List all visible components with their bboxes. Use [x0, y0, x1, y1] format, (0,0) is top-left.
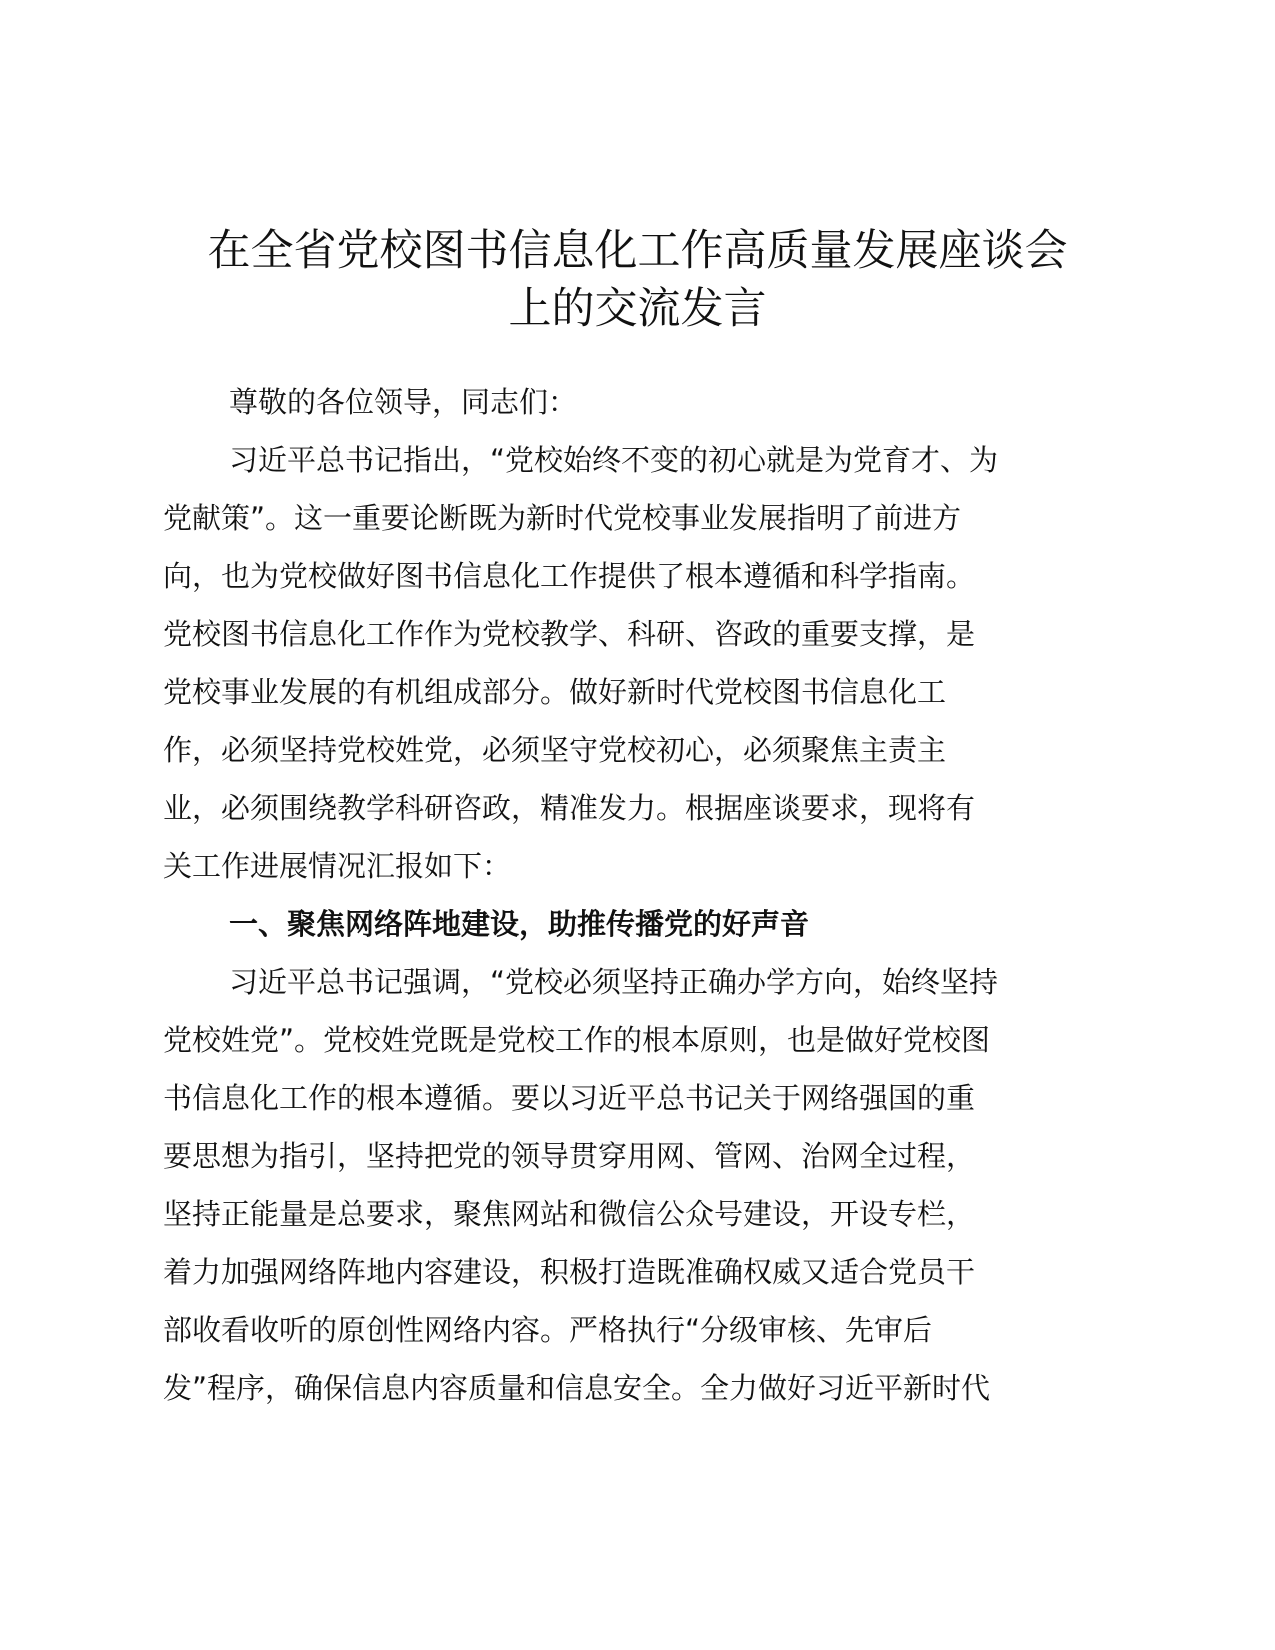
paragraph-2-line-8: 发”程序，确保信息内容质量和信息安全。全力做好习近平新时代: [163, 1371, 991, 1405]
paragraph-1-line-5: 党校事业发展的有机组成部分。做好新时代党校图书信息化工: [163, 675, 947, 709]
document-title: [160, 222, 1115, 338]
paragraph-2-line-4: 要思想为指引，坚持把党的领导贯穿用网、管网、治网全过程，: [163, 1139, 976, 1173]
paragraph-1-line-8: 关工作进展情况汇报如下：: [163, 849, 512, 883]
paragraph-2-line-6: 着力加强网络阵地内容建设，积极打造既准确权威又适合党员干: [163, 1255, 976, 1289]
title-line-2: 上的交流发言: [508, 284, 767, 334]
title-line-1: 在全省党校图书信息化工作高质量发展座谈会: [207, 226, 1068, 276]
paragraph-2-line-1: 习近平总书记强调，“党校必须坚持正确办学方向，始终坚持: [229, 965, 999, 999]
document-body: [163, 373, 1113, 1417]
paragraph-1-line-7: 业，必须围绕教学科研咨政，精准发力。根据座谈要求，现将有: [163, 791, 976, 825]
paragraph-1-line-2: 党献策”。这一重要论断既为新时代党校事业发展指明了前进方: [163, 501, 962, 535]
paragraph-1-line-3: 向，也为党校做好图书信息化工作提供了根本遵循和科学指南。: [163, 559, 976, 593]
paragraph-1-line-6: 作，必须坚持党校姓党，必须坚守党校初心，必须聚焦主责主: [163, 733, 947, 767]
paragraph-2-line-5: 坚持正能量是总要求，聚焦网站和微信公众号建设，开设专栏，: [163, 1197, 976, 1231]
paragraph-2-line-2: 党校姓党”。党校姓党既是党校工作的根本原则，也是做好党校图: [163, 1023, 991, 1057]
paragraph-1-line-4: 党校图书信息化工作作为党校教学、科研、咨政的重要支撑，是: [163, 617, 976, 651]
section-heading-1: 一、聚焦网络阵地建设，助推传播党的好声音: [229, 907, 810, 941]
paragraph-2-line-3: 书信息化工作的根本遵循。要以习近平总书记关于网络强国的重: [163, 1081, 976, 1115]
paragraph-2-line-7: 部收看收听的原创性网络内容。严格执行“分级审核、先审后: [163, 1313, 933, 1347]
salutation: 尊敬的各位领导，同志们：: [229, 385, 578, 419]
paragraph-1-line-1: 习近平总书记指出，“党校始终不变的初心就是为党育才、为: [229, 443, 999, 477]
